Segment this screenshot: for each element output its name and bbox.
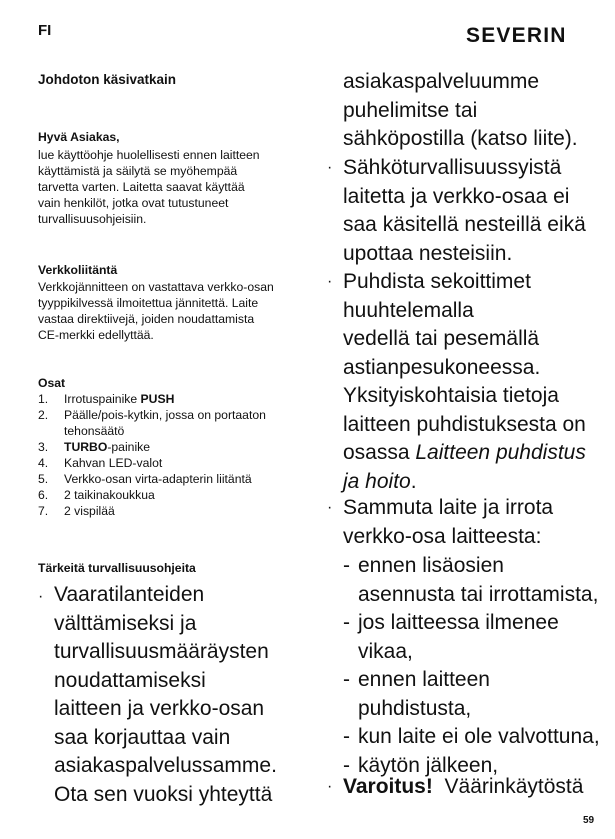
parts-list [38,391,313,519]
text-line: noudattamiseksi [54,668,206,692]
text-line: lue käyttöohje huolellisesti ennen laitteen [38,148,260,162]
language-code: FI [38,22,52,39]
text-line: vain henkilöt, jotka ovat tutustuneet [38,196,229,210]
text-line: vedellä tai pesemällä [343,327,540,350]
text-line: saa käsitellä nesteillä eikä [343,213,586,236]
item-text-bold: TURBO [64,440,108,454]
safety-bullet-liquids [343,154,603,268]
text-line: laitteen puhdistuksesta on [343,412,586,436]
brand-text: SEVERIN [466,24,567,47]
text-line: tarvetta varten. Laitetta saavat käyttää [38,180,245,194]
text-line: käytön jälkeen, [358,753,499,777]
safety-bullet-repairs [54,581,319,809]
section-reference: ja hoito [343,469,411,493]
dash-marker: - [343,668,350,691]
item-number: 2. [38,408,49,422]
text-line: astianpesukoneessa. [343,355,541,379]
text-line: asennusta tai irrottamista, [358,582,599,606]
list-item [38,391,313,407]
item-text-bold: PUSH [140,392,175,406]
severin-logo [466,23,594,47]
text-line: huuhtelemalla [343,298,474,322]
item-text: Päälle/pois-kytkin, jossa on portaaton tehonsäätö [64,408,266,438]
list-item [38,471,313,487]
greeting-heading: Hyvä Asiakas, [38,130,120,144]
text-line: saa korjauttaa vain [54,725,231,749]
text-line: upottaa nesteisiin. [343,241,513,265]
item-number: 3. [38,440,49,454]
dash-marker: - [343,611,350,634]
item-text: Verkko-osan virta-adapterin liitäntä [64,472,252,486]
text-line: puhdistusta, [358,696,472,720]
item-number: 6. [38,488,49,502]
bullet-marker: · [327,159,333,176]
item-text: 2 taikinakoukkua [64,488,155,502]
item-text: Kahvan LED-valot [64,456,163,470]
list-item [38,439,313,455]
text-line: verkko-osa laitteesta: [343,524,542,548]
bullet-marker: · [327,778,333,795]
section-heading-osat: Osat [38,376,66,390]
text-line: turvallisuusmääräysten [54,640,269,663]
bullet-marker: · [327,273,333,290]
item-number: 1. [38,392,49,406]
section-heading-safety: Tärkeitä turvallisuusohjeita [38,561,196,575]
warning-label: Varoitus! [343,775,433,798]
list-item [343,723,605,752]
list-item [343,552,605,609]
item-text: -painike [107,440,151,454]
warning-text: Väärinkäytöstä [444,775,584,798]
safety-bullet-cleaning [343,268,603,496]
text-line: Vaaratilanteiden [54,583,205,606]
item-number: 5. [38,472,49,486]
page-number: 59 [583,815,595,826]
text-line: välttämiseksi ja [54,611,197,635]
text-line: Puhdista sekoittimet [343,270,531,293]
text-line [343,468,603,497]
section-reference: Laitteen puhdistus [415,441,586,464]
text-line: Verkkojännitteen on vastattava verkko-osan [38,280,274,294]
switch-off-conditions-list [343,552,605,780]
section-heading-verkkoliitanta: Verkkoliitäntä [38,263,118,277]
list-item [38,487,313,503]
text-line: Yksityiskohtaisia tietoja [343,384,559,407]
text-line: kun laite ei ole valvottuna, [358,725,600,748]
text-line: käyttämistä ja säilytä se myöhempää [38,164,238,178]
text-line: ennen lisäosien [358,554,504,577]
text-line: tyyppikilvessä ilmoitettua jännitettä. Laite [38,296,259,310]
ref-prefix: osassa [343,441,416,464]
text-line: sähköpostilla (katso liite). [343,127,578,150]
item-number: 4. [38,456,49,470]
item-text: Irrotuspainike [64,392,141,406]
bullet-marker: · [38,588,44,605]
text-line: asiakaspalveluumme [343,70,540,93]
verkko-paragraph [38,279,313,343]
text-line: ennen laitteen [358,668,490,691]
text-line: vastaa direktiivejä, joiden noudattamista [38,312,255,326]
greeting-paragraph [38,147,313,227]
dash-marker: - [343,725,350,748]
bullet-marker: · [327,499,333,516]
list-item [38,407,313,439]
text-line: laitteen ja verkko-osan [54,697,265,720]
text-line: puhelimitse tai [343,98,478,122]
safety-bullet-switch-off [343,494,603,551]
text-line: asiakaspalvelussamme. [54,754,277,777]
safety-bullet-warning [343,773,608,802]
list-item [343,666,605,723]
list-item [38,503,313,519]
text-line: Sähköturvallisuussyistä [343,156,562,179]
text-line [343,439,603,468]
text-line: Ota sen vuoksi yhteyttä [54,782,273,806]
page-title: Johdoton käsivatkain [38,72,177,87]
text-line: jos laitteessa ilmenee [358,611,559,634]
text-line: Sammuta laite ja irrota [343,496,554,519]
item-text: 2 vispilää [64,504,115,518]
text-line: vikaa, [358,639,413,663]
item-number: 7. [38,504,49,518]
list-item [343,609,605,666]
text-line: CE-merkki edellyttää. [38,328,154,342]
list-item [38,455,313,471]
text-line: turvallisuusohjeisiin. [38,212,147,226]
safety-bullet-continuation [343,68,603,154]
dash-marker: - [343,554,350,577]
ref-suffix: . [410,469,417,493]
dash-marker: - [343,753,350,777]
text-line: laitetta ja verkko-osaa ei [343,184,570,208]
